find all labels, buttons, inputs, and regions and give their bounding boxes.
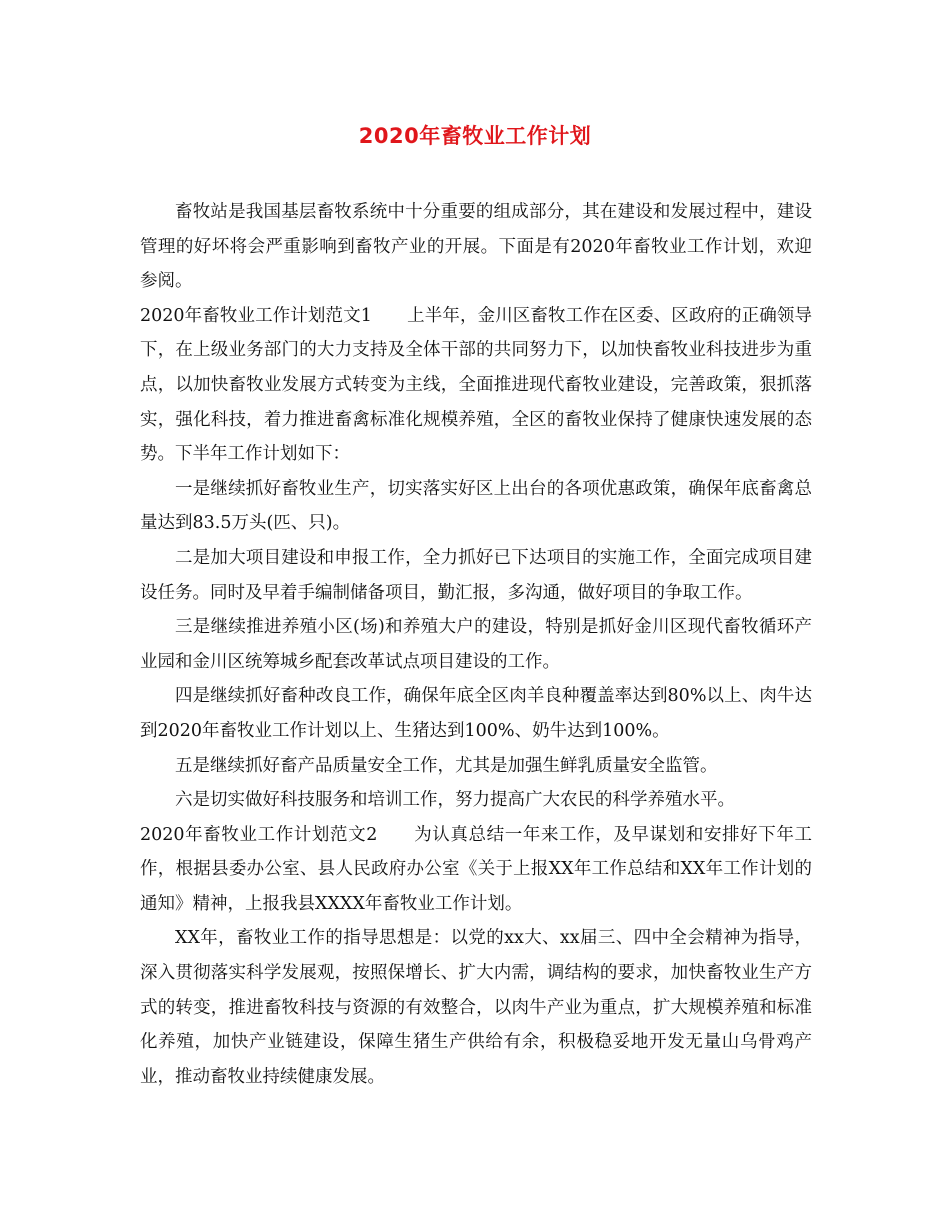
plan-item-1: 一是继续抓好畜牧业生产，切实落实好区上出台的各项优惠政策，确保年底畜禽总量达到83.5万头(匹、只)。 (140, 478, 812, 534)
plan-item-6: 六是切实做好科技服务和培训工作，努力提高广大农民的科学养殖水平。 (175, 790, 735, 811)
plan-item-5: 五是继续抓好畜产品质量安全工作，尤其是加强生鲜乳质量安全监管。 (175, 755, 718, 776)
plan-item-3: 三是继续推进养殖小区(场)和养殖大户的建设，特别是抓好金川区现代畜牧循环产业园和金川区统筹城乡配套改革试点项目建设的工作。 (140, 617, 812, 672)
intro-paragraph: 畜牧站是我国基层畜牧系统中十分重要的组成部分，其在建设和发展过程中，建设管理的好坏将会严重影响到畜牧产业的开展。下面是有2020年畜牧业工作计划，欢迎参阅。 (140, 202, 812, 292)
plan-item-2: 二是加大项目建设和申报工作，全力抓好已下达项目的实施工作，全面完成项目建设任务。同时及早着手编制储备项目，勤汇报，多沟通，做好项目的争取工作。 (140, 547, 812, 603)
sample-1-paragraph: 2020年畜牧业工作计划范文1 上半年，金川区畜牧工作在区委、区政府的正确领导下，在上级业务部门的大力支持及全体干部的共同努力下，以加快畜牧业科技进步为重点，以加快畜牧业发展方式转变为主线，全面推进现代畜牧业建设，完善政策，狠抓落实，强化科技，着力推进畜禽标准化规模养殖，全区的畜牧业保持了健康快速发展的态势。下半年工作计划如下： (140, 305, 812, 465)
document-body (140, 195, 812, 1094)
document-title: 2020年畜牧业工作计划 (358, 124, 592, 148)
plan-item-4: 四是继续抓好畜种改良工作，确保年底全区肉羊良种覆盖率达到80%以上、肉牛达到2020年畜牧业工作计划以上、生猪达到100%、奶牛达到100%。 (140, 686, 812, 741)
guiding-ideology-paragraph: XX年，畜牧业工作的指导思想是：以党的xx大、xx届三、四中全会精神为指导，深入贯彻落实科学发展观，按照保增长、扩大内需，调结构的要求，加快畜牧业生产方式的转变，推进畜牧科技与资源的有效整合，以肉牛产业为重点，扩大规模养殖和标准化养殖，加快产业链建设，保障生猪生产供给有余，积极稳妥地开发无量山乌骨鸡产业，推动畜牧业持续健康发展。 (140, 928, 812, 1087)
sample-2-paragraph: 2020年畜牧业工作计划范文2 为认真总结一年来工作，及早谋划和安排好下年工作，根据县委办公室、县人民政府办公室《关于上报XX年工作总结和XX年工作计划的通知》精神，上报我县XXXX年畜牧业工作计划。 (140, 824, 812, 914)
